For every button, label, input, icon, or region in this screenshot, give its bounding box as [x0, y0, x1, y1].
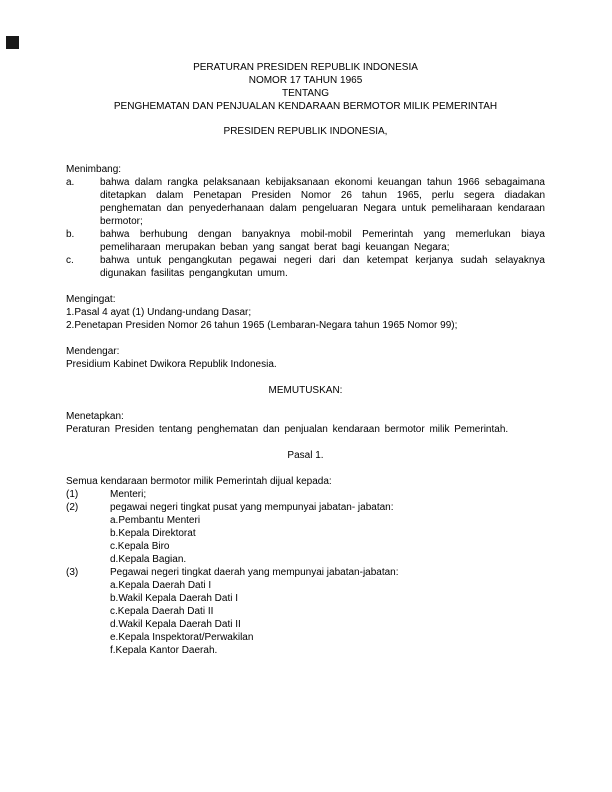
pasal-1-item-1-marker: (1): [66, 489, 79, 500]
pasal-1-item-2-text: pegawai negeri tingkat pusat yang mempunyai jabatan- jabatan:: [110, 502, 394, 513]
menimbang-item-b-marker: b.: [66, 229, 75, 240]
pasal-1-item-3-text: Pegawai negeri tingkat daerah yang mempunyai jabatan-jabatan:: [110, 567, 399, 578]
menimbang-item-c-text: bahwa untuk pengangkutan pegawai negeri dari dan ketempat kerjanya sudah selayaknya digunakan fasilitas pengangkutan umum.: [100, 255, 545, 279]
menimbang-item-a: [66, 176, 545, 228]
pasal-1-item-3: [66, 566, 545, 579]
pasal-1-item-1-text: Menteri;: [110, 489, 147, 500]
memutuskan-heading: MEMUTUSKAN:: [268, 385, 343, 396]
pasal-1-item-2-sub-a: a.Pembantu Menteri: [110, 515, 201, 526]
menimbang-item-b-text: bahwa berhubung dengan banyaknya mobil-mobil Pemerintah yang memerlukan biaya pemeliharaan merupakan beban yang sangat berat bagi keuangan Negara;: [100, 229, 545, 253]
menetapkan-section: [66, 410, 545, 436]
title-line-3: TENTANG: [281, 88, 330, 99]
mendengar-section: [66, 345, 545, 371]
document-title: [66, 61, 545, 113]
menimbang-label: Menimbang:: [66, 164, 122, 175]
mengingat-section: [66, 293, 545, 332]
menimbang-item-a-marker: a.: [66, 177, 75, 188]
menimbang-item-c-marker: c.: [66, 255, 74, 266]
menimbang-item-a-text: bahwa dalam rangka pelaksanaan kebijaksanaan ekonomi keuangan tahun 1966 sebagaimana ditetapkan dalam Penetapan Presiden Nomor 26 tahun 1965, perlu segera diadakan penghematan dan penyederhanaan dalam pengeluaran Negara untuk pemeliharaan kendaraan bermotor;: [100, 177, 545, 227]
mendengar-text: Presidium Kabinet Dwikora Republik Indonesia.: [66, 359, 277, 370]
issuer-line: PRESIDEN REPUBLIK INDONESIA,: [223, 126, 388, 137]
pasal-1-item-3-sub-d: d.Wakil Kepala Daerah Dati II: [110, 619, 241, 630]
pasal-1-item-2-sub-b: b.Kepala Direktorat: [110, 528, 196, 539]
mendengar-label: Mendengar:: [66, 346, 120, 357]
pasal-1-item-2-sub-d: d.Kepala Bagian.: [110, 554, 187, 565]
pasal-1-item-2-sub-c: c.Kepala Biro: [110, 541, 170, 552]
menimbang-section: [66, 163, 545, 280]
corner-artifact-mark: [6, 36, 19, 49]
pasal-1-item-3-sub-e: e.Kepala Inspektorat/Perwakilan: [110, 632, 254, 643]
title-line-1: PERATURAN PRESIDEN REPUBLIK INDONESIA: [193, 62, 418, 73]
menetapkan-text: Peraturan Presiden tentang penghematan dan penjualan kendaraan bermotor milik Pemerintah.: [66, 424, 509, 435]
pasal-1-heading: Pasal 1.: [287, 450, 324, 461]
pasal-1-intro: Semua kendaraan bermotor milik Pemerintah dijual kepada:: [66, 476, 332, 487]
pasal-1-item-2-marker: (2): [66, 502, 79, 513]
pasal-1-item-3-sub-c: c.Kepala Daerah Dati II: [110, 606, 214, 617]
pasal-1-item-3-sub-b: b.Wakil Kepala Daerah Dati I: [110, 593, 239, 604]
title-line-2: NOMOR 17 TAHUN 1965: [248, 75, 363, 86]
menimbang-item-c: [66, 254, 545, 280]
pasal-1-item-3-sub-f: f.Kepala Kantor Daerah.: [110, 645, 218, 656]
menimbang-item-b: [66, 228, 545, 254]
pasal-1-item-3-marker: (3): [66, 567, 79, 578]
mengingat-item-1: 1.Pasal 4 ayat (1) Undang-undang Dasar;: [66, 307, 252, 318]
pasal-1-body: [66, 475, 545, 657]
pasal-1-item-2: [66, 501, 545, 514]
pasal-1-item-1: [66, 488, 545, 501]
pasal-1-item-3-sub-a: a.Kepala Daerah Dati I: [110, 580, 212, 591]
title-line-4: PENGHEMATAN DAN PENJUALAN KENDARAAN BERMOTOR MILIK PEMERINTAH: [113, 101, 498, 112]
menetapkan-label: Menetapkan:: [66, 411, 124, 422]
mengingat-label: Mengingat:: [66, 294, 116, 305]
mengingat-item-2: 2.Penetapan Presiden Nomor 26 tahun 1965 (Lembaran-Negara tahun 1965 Nomor 99);: [66, 320, 458, 331]
